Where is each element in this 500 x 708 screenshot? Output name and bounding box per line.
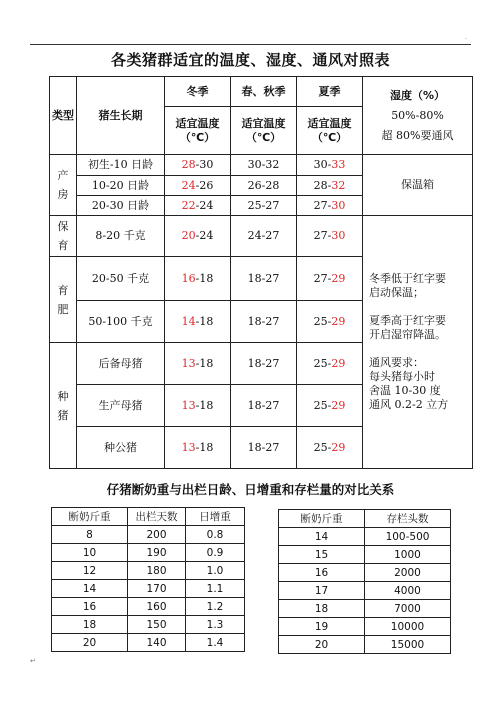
column-header: 出栏天数: [128, 508, 186, 526]
cell: 1000: [365, 546, 451, 564]
table-row: [52, 580, 245, 598]
stage-cell: 20-30 日龄: [77, 196, 165, 216]
table-row: [279, 546, 451, 564]
cell: 14: [279, 528, 365, 546]
spring-cell: 26-28: [231, 176, 297, 196]
cell: 14: [52, 580, 128, 598]
cell: 140: [128, 634, 186, 652]
table-row: [279, 564, 451, 582]
cell: 12: [52, 562, 128, 580]
stage-cell: 后备母猪: [77, 343, 165, 385]
corner-mark: ·: [465, 36, 467, 43]
winter-temp-label: 适宜温度 （℃）: [165, 107, 231, 155]
spring-temp-label: 适宜温度 （℃）: [231, 107, 297, 155]
winter-cell: 20-24: [165, 216, 231, 257]
summer-cell: 27-29: [297, 257, 363, 301]
winter-cell: 28-30: [165, 155, 231, 176]
cell: 1.3: [186, 616, 245, 634]
cell: 170: [128, 580, 186, 598]
table-row: [279, 636, 451, 654]
humidity-range: 50%-80%: [391, 108, 444, 122]
stage-cell: 10-20 日龄: [77, 176, 165, 196]
page-title: 各类猪群适宜的温度、湿度、通风对照表: [110, 51, 390, 69]
stage-cell: 生产母猪: [77, 385, 165, 427]
table-row: [52, 544, 245, 562]
winter-cell: 22-24: [165, 196, 231, 216]
stage-cell: 8-20 千克: [77, 216, 165, 257]
humidity-title: 湿度（%）: [389, 88, 446, 102]
header-type: 类型: [50, 77, 77, 155]
weaning-stock-table: [278, 509, 451, 654]
summer-cell: 30-33: [297, 155, 363, 176]
cell: 190: [128, 544, 186, 562]
header-humidity: [363, 77, 473, 155]
cell: 19: [279, 618, 365, 636]
summer-cell: 25-29: [297, 385, 363, 427]
cell: 0.9: [186, 544, 245, 562]
spring-cell: 18-27: [231, 385, 297, 427]
cell: 1.0: [186, 562, 245, 580]
summer-cell: 27-30: [297, 196, 363, 216]
cell: 160: [128, 598, 186, 616]
spring-cell: 18-27: [231, 427, 297, 469]
cell: 10000: [365, 618, 451, 636]
group-farrowing: 产 房: [50, 155, 77, 216]
cell: 8: [52, 526, 128, 544]
cell: 2000: [365, 564, 451, 582]
spring-cell: 24-27: [231, 216, 297, 257]
weaning-growth-table: [51, 507, 245, 652]
table-row: [279, 618, 451, 636]
table-row: [52, 634, 245, 652]
cell: 20: [52, 634, 128, 652]
summer-cell: 25-29: [297, 301, 363, 343]
climate-table: [49, 76, 473, 469]
group-nursery: 保 育: [50, 216, 77, 257]
column-header: 断奶斤重: [279, 510, 365, 528]
winter-cell: 16-18: [165, 257, 231, 301]
paragraph-mark: ↵: [30, 657, 36, 665]
spring-cell: 18-27: [231, 257, 297, 301]
cell: 18: [279, 600, 365, 618]
cell: 16: [52, 598, 128, 616]
cell: 10: [52, 544, 128, 562]
cell: 1.1: [186, 580, 245, 598]
cell: 1.2: [186, 598, 245, 616]
note-keep-warm: 保温箱: [363, 155, 473, 216]
humidity-vent: 超 80%要通风: [381, 128, 454, 142]
summer-temp-label: 适宜温度 （℃）: [297, 107, 363, 155]
spring-cell: 18-27: [231, 343, 297, 385]
header-rule: [30, 44, 471, 45]
cell: 7000: [365, 600, 451, 618]
stage-cell: 初生-10 日龄: [77, 155, 165, 176]
winter-cell: 14-18: [165, 301, 231, 343]
header-winter: 冬季: [165, 77, 231, 107]
summer-cell: 28-32: [297, 176, 363, 196]
cell: 15000: [365, 636, 451, 654]
table-row: [279, 600, 451, 618]
cell: 100-500: [365, 528, 451, 546]
cell: 16: [279, 564, 365, 582]
table-row: [52, 598, 245, 616]
summer-cell: 25-29: [297, 343, 363, 385]
spring-cell: 18-27: [231, 301, 297, 343]
stage-cell: 50-100 千克: [77, 301, 165, 343]
summer-cell: 27-30: [297, 216, 363, 257]
group-breeding: 种 猪: [50, 343, 77, 469]
note-thresholds: 冬季低于红字要 启动保温； 夏季高于红字要 开启湿帘降温。 通风要求： 每头猪每小时 舍温 10-30 度 通风 0.2-2 立方: [363, 216, 473, 469]
winter-cell: 13-18: [165, 343, 231, 385]
cell: 4000: [365, 582, 451, 600]
stage-cell: 种公猪: [77, 427, 165, 469]
cell: 1.4: [186, 634, 245, 652]
table-row: [279, 582, 451, 600]
cell: 150: [128, 616, 186, 634]
winter-cell: 13-18: [165, 385, 231, 427]
spring-cell: 30-32: [231, 155, 297, 176]
table-row: [52, 562, 245, 580]
column-header: 存栏头数: [365, 510, 451, 528]
cell: 18: [52, 616, 128, 634]
column-header: 断奶斤重: [52, 508, 128, 526]
cell: 180: [128, 562, 186, 580]
winter-cell: 24-26: [165, 176, 231, 196]
spring-cell: 25-27: [231, 196, 297, 216]
stage-cell: 20-50 千克: [77, 257, 165, 301]
table-row: [52, 526, 245, 544]
cell: 0.8: [186, 526, 245, 544]
cell: 200: [128, 526, 186, 544]
summer-cell: 25-29: [297, 427, 363, 469]
cell: 20: [279, 636, 365, 654]
column-header: 日增重: [186, 508, 245, 526]
header-summer: 夏季: [297, 77, 363, 107]
group-finishing: 育 肥: [50, 257, 77, 343]
section-title: 仔猪断奶重与出栏日龄、日增重和存栏量的对比关系: [106, 482, 395, 497]
table-row: [52, 616, 245, 634]
header-stage: 猪生长期: [77, 77, 165, 155]
header-spring-autumn: 春、秋季: [231, 77, 297, 107]
table-row: [279, 528, 451, 546]
cell: 15: [279, 546, 365, 564]
winter-cell: 13-18: [165, 427, 231, 469]
cell: 17: [279, 582, 365, 600]
